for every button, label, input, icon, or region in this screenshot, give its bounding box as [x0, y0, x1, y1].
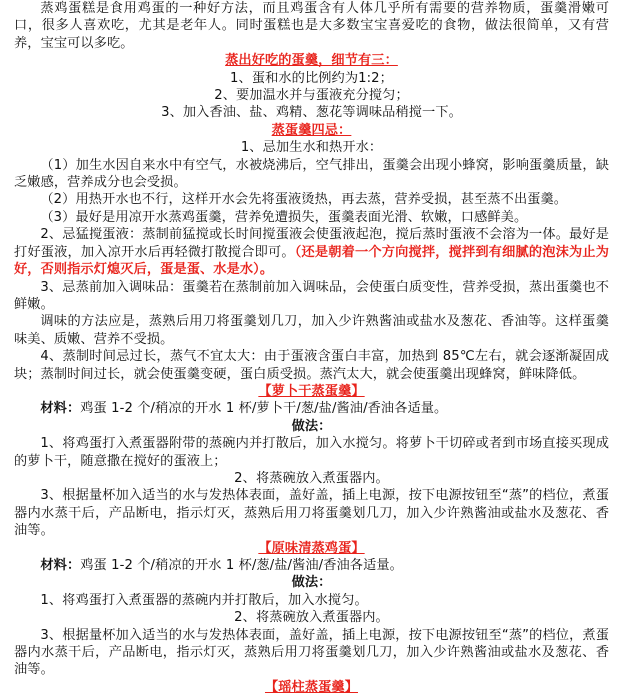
- intro-paragraph: 蒸鸡蛋糕是食用鸡蛋的一种好方法，而且鸡蛋含有人体几乎所有需要的营养物质，蛋羹滑嫩可口，很多人喜欢吃，尤其是老年人。同时蛋糕也是大多数宝宝喜爱吃的食物，做法很简单，又有营养，宝宝可以多吃。: [14, 1, 609, 51]
- recipe-1-materials-label: 材料：: [40, 401, 81, 417]
- section-title-taboos: 蒸蛋羹四忌：: [271, 122, 352, 138]
- taboo-2-note: （还是朝着一个方向搅拌，搅拌到有细腻的泡沫为止为好，否则指示灯熄灭后，蛋是蛋、水是水）。: [14, 244, 609, 278]
- taboo-1-title: 1、忌加生水和热开水：: [240, 140, 383, 156]
- taboo-2-text: 2、忌猛搅蛋液：蒸制前猛搅或长时间搅蛋液会使蛋液起泡，搅后蒸时蛋液不会溶为一体。最好是打好蛋液，加入凉开水后再轻微打散搅合即可。: [14, 227, 609, 260]
- recipe-1-method-label: 做法：: [291, 418, 332, 434]
- recipe-3-title: 【瑶柱蒸蛋羹】: [264, 679, 358, 695]
- tip-item-1: 1、蛋和水的比例约为1:2；: [230, 70, 393, 86]
- recipe-1-step-1: 1、将鸡蛋打入煮蛋器附带的蒸碗内并打散后，加入水搅匀。将萝卜干切碎或者到市场直接买现成的萝卜干，随意撒在搅好的蛋液上；: [14, 436, 609, 469]
- recipe-2-materials-text: 鸡蛋 1-2 个/稍凉的开水 1 杯/葱/盐/酱油/香油各适量。: [80, 558, 403, 573]
- recipe-2-step-1: 1、将鸡蛋打入煮蛋器的蒸碗内并打散后，加入水搅匀。: [40, 592, 368, 608]
- taboo-1-a: （1）加生水因自来水中有空气，水被烧沸后，空气排出，蛋羹会出现小蜂窝，影响蛋羹质量，缺乏嫩感，营养成分也会受损。: [14, 157, 609, 191]
- recipe-2-step-2: 2、将蒸碗放入煮蛋器内。: [234, 610, 389, 626]
- section-title-tips: 蒸出好吃的蛋羹，细节有三：: [225, 53, 398, 69]
- taboo-3-b: 调味的方法应是，蒸熟后用刀将蛋羹划几刀，加入少许熟酱油或盐水及葱花、香油等。这样蛋羹味美、质嫩、营养不受损。: [14, 314, 609, 347]
- recipe-1-materials-text: 鸡蛋 1-2 个/稍凉的开水 1 杯/萝卜干/葱/盐/酱油/香油各适量。: [80, 401, 448, 417]
- tip-item-3: 3、加入香油、盐、鸡精、葱花等调味品稍搅一下。: [161, 105, 462, 121]
- recipe-1-title: 【萝卜干蒸蛋羹】: [258, 383, 365, 399]
- recipe-2-method-label: 做法：: [291, 575, 332, 591]
- recipe-1-step-2: 2、将蒸碗放入煮蛋器内。: [234, 470, 389, 486]
- recipe-2-step-3: 3、根据量杯加入适当的水与发热体表面，盖好盖，插上电源，按下电源按钮至“蒸”的档位，煮蛋器内水蒸干后，产品断电，指示灯灭，蒸熟后用刀将蛋羹划几刀，加入少许熟酱油或盐水及葱花、香油等。: [14, 627, 609, 678]
- taboo-2: [14, 226, 609, 278]
- taboo-1-b: （2）用热开水也不行，这样开水会先将蛋液烫热，再去蒸，营养受损，甚至蒸不出蛋羹。: [40, 192, 568, 208]
- recipe-2-materials-label: 材料：: [40, 558, 81, 573]
- recipe-1-materials: [14, 400, 609, 417]
- taboo-1-c: （3）最好是用凉开水蒸鸡蛋羹，营养免遭损失，蛋羹表面光滑、软嫩，口感鲜美。: [40, 209, 528, 225]
- recipe-2-materials: [14, 557, 609, 574]
- recipe-2-title: 【原味清蒸鸡蛋】: [258, 540, 365, 556]
- tip-item-2: 2、要加温水并与蛋液充分搅匀；: [214, 88, 409, 104]
- taboo-4: 4、蒸制时间忌过长，蒸气不宜太大：由于蛋液含蛋白丰富，加热到 85℃左右，就会逐渐凝固成块；蒸制时间过长，就会使蛋羹变硬，蛋白质受损。蒸汽太大，就会使蛋羹出现蜂窝，鲜味降低。: [14, 349, 609, 382]
- taboo-3: 3、忌蒸前加入调味品：蛋羹若在蒸制前加入调味品，会使蛋白质变性，营养受损，蒸出蛋羹也不鲜嫩。: [14, 279, 609, 312]
- recipe-1-step-3: 3、根据量杯加入适当的水与发热体表面，盖好盖，插上电源，按下电源按钮至“蒸”的档位，煮蛋器内水蒸干后，产品断电，指示灯灭，蒸熟后用刀将蛋羹划几刀，加入少许熟酱油或盐水及葱花、香油等。: [14, 488, 609, 539]
